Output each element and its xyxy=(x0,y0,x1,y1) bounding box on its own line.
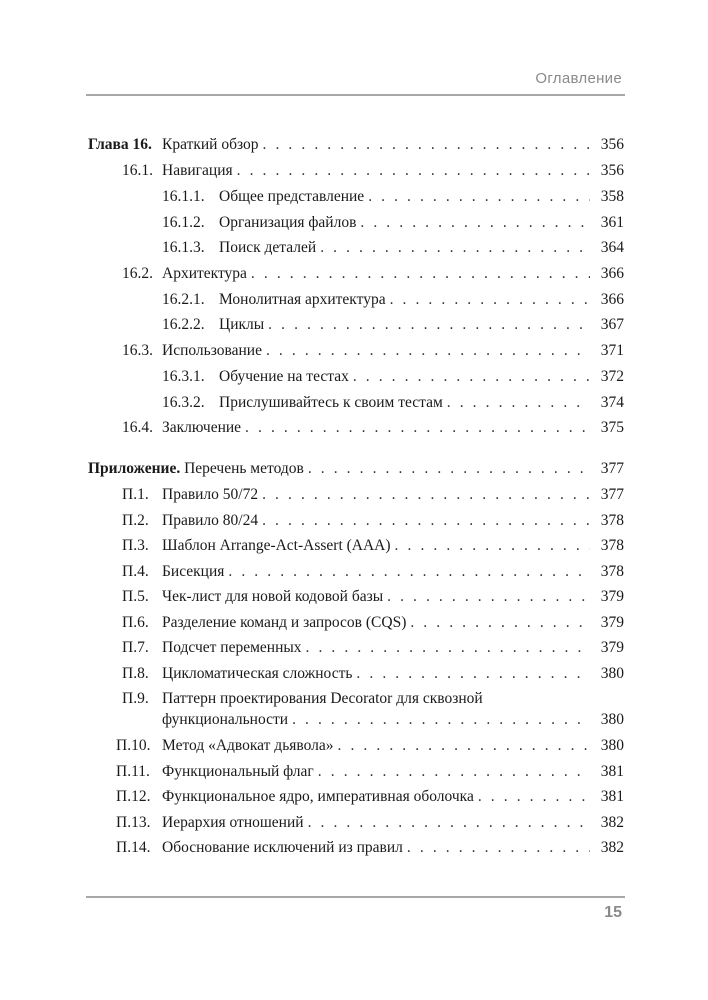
dot-leader xyxy=(395,533,590,558)
toc-section-number: П.3. xyxy=(122,537,149,554)
toc-page-number: 366 xyxy=(600,265,624,282)
toc-page-number: 378 xyxy=(600,537,624,554)
toc-entry-title: Шаблон Arrange-Act-Assert (AAA) xyxy=(162,537,391,554)
dot-leader xyxy=(263,132,590,157)
toc-page-number: 378 xyxy=(600,563,624,580)
toc-entry-title: Правило 50/72 xyxy=(162,486,259,503)
toc-entry-title: Монолитная архитектура xyxy=(219,291,386,308)
dot-leader xyxy=(320,235,590,260)
page-number: 15 xyxy=(604,904,622,921)
toc-page-number: 378 xyxy=(600,512,624,529)
dot-leader xyxy=(360,210,590,235)
toc-page-number: 381 xyxy=(600,788,624,805)
toc-section-number: П.14. xyxy=(116,839,151,856)
toc-appendix-title: Перечень методов xyxy=(184,460,304,477)
toc-page-number: 374 xyxy=(600,394,624,411)
toc-section-number: П.12. xyxy=(116,788,151,805)
toc-page-number: 356 xyxy=(600,162,624,179)
running-head: Оглавление xyxy=(535,70,622,87)
toc-page-number: 358 xyxy=(600,188,624,205)
dot-leader xyxy=(318,759,590,784)
dot-leader xyxy=(251,261,590,286)
dot-leader xyxy=(390,287,590,312)
toc-entry-title: Поиск деталей xyxy=(219,239,317,256)
dot-leader xyxy=(356,661,590,686)
toc-entry-title: Краткий обзор xyxy=(162,136,259,153)
toc-section-number: П.9. xyxy=(122,690,149,707)
toc-subsection-number: 16.1.3. xyxy=(162,239,205,256)
dot-leader xyxy=(407,835,590,860)
toc-section-number: П.8. xyxy=(122,665,149,682)
toc-entry-title: Использование xyxy=(162,342,262,359)
toc-page-number: 361 xyxy=(600,214,624,231)
toc-section-number: 16.4. xyxy=(122,419,153,436)
toc-entry-title: Функциональное ядро, императивная оболочка xyxy=(162,788,474,805)
toc-entry-title: Правило 80/24 xyxy=(162,512,259,529)
toc-entry-title: Архитектура xyxy=(162,265,247,282)
dot-leader xyxy=(410,610,590,635)
dot-leader xyxy=(338,733,590,758)
toc-section-number: П.1. xyxy=(122,486,149,503)
toc-entry-title: Прислушивайтесь к своим тестам xyxy=(219,394,443,411)
toc-page-number: 367 xyxy=(600,316,624,333)
dot-leader xyxy=(353,364,590,389)
toc-entry-title: Метод «Адвокат дьявола» xyxy=(162,737,334,754)
toc-entry-title: Иерархия отношений xyxy=(162,814,304,831)
dot-leader xyxy=(268,312,590,337)
toc-subsection-number: 16.2.2. xyxy=(162,316,205,333)
toc-page-number: 377 xyxy=(600,486,624,503)
toc-entry-title xyxy=(88,456,308,481)
toc-page-number: 366 xyxy=(600,291,624,308)
toc-entry-title: Бисекция xyxy=(162,563,225,580)
dot-leader xyxy=(308,810,590,835)
toc-entry-title: Подсчет переменных xyxy=(162,639,302,656)
toc-section-number: 16.1. xyxy=(122,162,153,179)
toc-section-number: П.10. xyxy=(116,737,151,754)
dot-leader xyxy=(292,707,590,732)
toc-section-number: П.7. xyxy=(122,639,149,656)
dot-leader xyxy=(262,482,590,507)
toc-page-number: 371 xyxy=(600,342,624,359)
dot-leader xyxy=(228,559,590,584)
toc-section-number: П.13. xyxy=(116,814,151,831)
toc-page-number: 379 xyxy=(600,639,624,656)
dot-leader xyxy=(387,584,590,609)
toc-subsection-number: 16.3.1. xyxy=(162,368,205,385)
toc-page-number: 379 xyxy=(600,614,624,631)
toc-entry-title: Навигация xyxy=(162,162,233,179)
toc-subsection-number: 16.3.2. xyxy=(162,394,205,411)
toc-entry-title: Обоснование исключений из правил xyxy=(162,839,403,856)
dot-leader xyxy=(447,390,590,415)
toc-section-number: П.2. xyxy=(122,512,149,529)
toc-page-number: 364 xyxy=(600,239,624,256)
dot-leader xyxy=(478,784,590,809)
toc-chapter-label: Глава 16. xyxy=(88,136,152,153)
toc-section-number: 16.2. xyxy=(122,265,153,282)
toc-section-number: П.5. xyxy=(122,588,149,605)
toc-page-number: 381 xyxy=(600,763,624,780)
toc-subsection-number: 16.1.2. xyxy=(162,214,205,231)
dot-leader xyxy=(306,635,590,660)
toc-entry-title: Цикломатическая сложность xyxy=(162,665,353,682)
toc-entry-title: Функциональный флаг xyxy=(162,763,314,780)
toc-entry-title: Организация файлов xyxy=(219,214,357,231)
dot-leader xyxy=(262,508,590,533)
toc-page-number: 380 xyxy=(600,711,624,728)
toc-page-number: 356 xyxy=(600,136,624,153)
toc-entry-title: Заключение xyxy=(162,419,242,436)
dot-leader xyxy=(368,184,590,209)
toc-entry-title: Разделение команд и запросов (CQS) xyxy=(162,614,407,631)
toc-section-number: П.4. xyxy=(122,563,149,580)
toc-subsection-number: 16.2.1. xyxy=(162,291,205,308)
toc-page-number: 382 xyxy=(600,814,624,831)
toc-entry-title: Общее представление xyxy=(219,188,365,205)
toc-entry-title: Чек-лист для новой кодовой базы xyxy=(162,588,384,605)
toc-page-number: 379 xyxy=(600,588,624,605)
toc-page-number: 380 xyxy=(600,737,624,754)
toc-section-number: П.11. xyxy=(116,763,150,780)
toc-section-number: 16.3. xyxy=(122,342,153,359)
dot-leader xyxy=(308,456,590,481)
dot-leader xyxy=(266,338,590,363)
toc-section-number: П.6. xyxy=(122,614,149,631)
toc-entry-title-line2: функциональности xyxy=(162,711,289,728)
toc-page-number: 377 xyxy=(600,460,624,477)
toc-page-number: 375 xyxy=(600,419,624,436)
toc-page-number: 372 xyxy=(600,368,624,385)
toc-page-number: 382 xyxy=(600,839,624,856)
toc-entry-title: Обучение на тестах xyxy=(219,368,349,385)
toc-appendix-label: Приложение. xyxy=(88,460,181,477)
footer-rule xyxy=(86,896,625,898)
toc-subsection-number: 16.1.1. xyxy=(162,188,205,205)
dot-leader xyxy=(245,415,590,440)
toc-entry-title-line1: Паттерн проектирования Decorator для сквозной xyxy=(162,690,483,707)
toc-entry-title: Циклы xyxy=(219,316,265,333)
toc-page-number: 380 xyxy=(600,665,624,682)
header-rule xyxy=(86,94,625,96)
dot-leader xyxy=(237,158,590,183)
